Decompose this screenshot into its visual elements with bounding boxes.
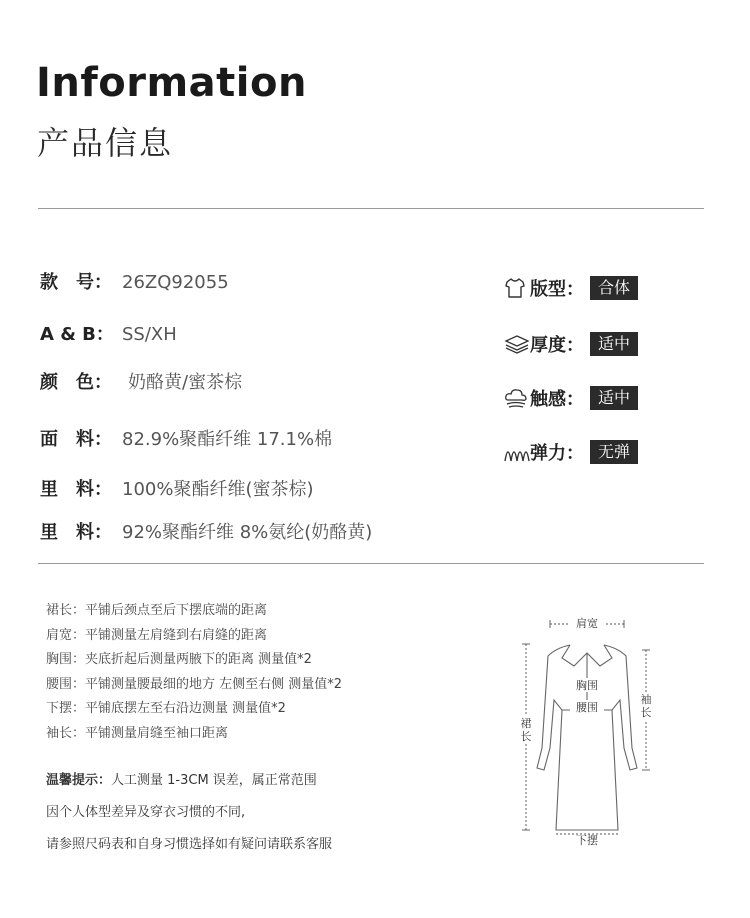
touch-cloud-icon — [504, 386, 530, 410]
dress-measurement-diagram — [512, 608, 662, 848]
notice-line-2: 因个人体型差异及穿衣习惯的不同, — [46, 805, 246, 820]
notice-text: 人工测量 1-3CM 误差，属正常范围 — [111, 773, 317, 788]
spec-lining-1 — [40, 475, 314, 501]
spec-color — [40, 368, 242, 394]
attr-thickness — [504, 332, 638, 356]
spec-value: 82.9%聚酯纤维 17.1%棉 — [122, 429, 333, 450]
measure-chest: 胸围：夹底折起后测量两腋下的距离 测量值*2 — [46, 652, 312, 667]
spec-label: 颜 色： — [40, 372, 112, 393]
sleeve-label-2: 长 — [640, 706, 652, 719]
shirt-icon — [504, 276, 530, 300]
attr-fit — [504, 276, 638, 300]
notice-label: 温馨提示： — [46, 773, 112, 788]
title-en: Information — [36, 60, 307, 106]
spec-label: 里 料： — [40, 479, 112, 500]
attr-value-badge: 无弹 — [590, 440, 638, 464]
spec-label: A & B： — [40, 324, 114, 345]
attr-label: 弹力： — [530, 443, 584, 464]
divider-bottom — [38, 563, 704, 564]
dress-outline — [537, 645, 637, 830]
spec-value: 奶酪黄/蜜茶棕 — [128, 372, 243, 393]
waist-label: 腰围 — [576, 701, 598, 714]
spec-value: 100%聚酯纤维(蜜茶棕) — [122, 479, 314, 500]
stretch-icon — [504, 440, 530, 464]
attr-label: 版型： — [530, 279, 584, 300]
sleeve-label-1: 袖 — [640, 693, 652, 706]
attr-label: 厚度： — [530, 335, 584, 356]
shoulder-label: 肩宽 — [576, 617, 598, 630]
chest-label: 胸围 — [576, 679, 598, 692]
spec-value: 26ZQ92055 — [122, 272, 229, 293]
notice-line-1 — [46, 769, 317, 788]
measure-sleeve: 袖长：平铺测量肩缝至袖口距离 — [46, 726, 229, 741]
notice-line-3: 请参照尺码表和自身习惯选择如有疑问请联系客服 — [46, 837, 333, 852]
length-label-2: 长 — [520, 730, 532, 743]
divider-top — [38, 208, 704, 209]
spec-ab — [40, 320, 177, 346]
attr-label: 触感： — [530, 389, 584, 410]
hem-label: 下摆 — [576, 834, 598, 847]
measure-hem: 下摆：平铺底摆左至右沿边测量 测量值*2 — [46, 701, 286, 716]
spec-label: 面 料： — [40, 429, 112, 450]
spec-label: 款 号： — [40, 272, 112, 293]
spec-value: 92%聚酯纤维 8%氨纶(奶酪黄) — [122, 522, 373, 543]
spec-style-number — [40, 268, 229, 294]
spec-fabric — [40, 425, 332, 451]
attr-touch — [504, 386, 638, 410]
measure-length: 裙长：平铺后颈点至后下摆底端的距离 — [46, 603, 268, 618]
measure-waist: 腰围：平铺测量腰最细的地方 左侧至右侧 测量值*2 — [46, 677, 343, 692]
spec-value: SS/XH — [122, 324, 177, 345]
spec-label: 里 料： — [40, 522, 112, 543]
spec-lining-2 — [40, 518, 372, 544]
layers-icon — [504, 332, 530, 356]
attr-stretch — [504, 440, 638, 464]
attr-value-badge: 适中 — [590, 332, 638, 356]
measure-shoulder: 肩宽：平铺测量左肩缝到右肩缝的距离 — [46, 628, 268, 643]
length-label-1: 裙 — [520, 717, 532, 730]
attr-value-badge: 合体 — [590, 276, 638, 300]
attr-value-badge: 适中 — [590, 386, 638, 410]
title-cn: 产品信息 — [37, 124, 174, 162]
